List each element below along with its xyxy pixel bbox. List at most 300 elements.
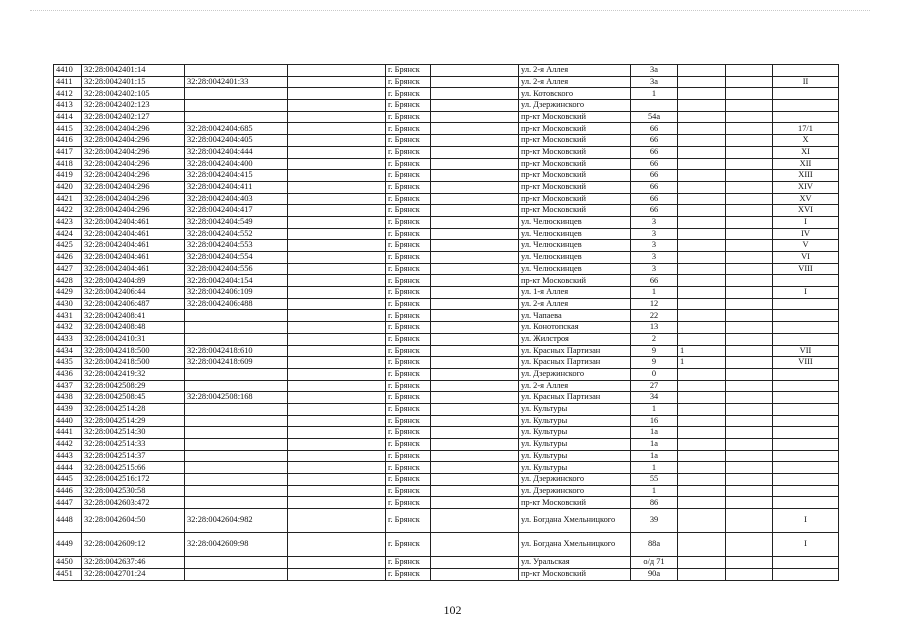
extra-cell [726,462,773,474]
table-row [54,568,839,580]
row-number-cell: 4434 [54,345,82,357]
empty-cell [431,287,519,299]
street-cell: ул. Челюскинцев [519,252,631,264]
cadastral-number-cell: 32:28:0042515:66 [82,462,185,474]
table-row [54,439,839,451]
empty-cell [431,392,519,404]
house-number-cell: 66 [631,158,678,170]
empty-cell [431,474,519,486]
premises-cadastral-number-cell [185,322,288,334]
table-row [54,509,839,533]
building-cell [678,485,726,497]
empty-cell [288,111,386,123]
house-number-cell: 13 [631,322,678,334]
table-row [54,135,839,147]
building-cell [678,76,726,88]
row-number-cell: 4417 [54,146,82,158]
city-cell: г. Брянск [386,146,431,158]
extra-cell [726,427,773,439]
extra-cell [726,392,773,404]
extra-cell [726,65,773,77]
table-row [54,100,839,112]
empty-cell [431,427,519,439]
row-number-cell: 4440 [54,415,82,427]
city-cell: г. Брянск [386,205,431,217]
city-cell: г. Брянск [386,427,431,439]
street-cell: ул. Культуры [519,403,631,415]
extra-cell [726,485,773,497]
empty-cell [431,485,519,497]
building-cell [678,193,726,205]
table-row [54,240,839,252]
extra-cell [726,135,773,147]
city-cell: г. Брянск [386,76,431,88]
premises-cadastral-number-cell [185,439,288,451]
house-number-cell: 22 [631,310,678,322]
row-number-cell: 4443 [54,450,82,462]
cadastral-number-cell: 32:28:0042401:14 [82,65,185,77]
premises-cadastral-number-cell: 32:28:0042404:685 [185,123,288,135]
city-cell: г. Брянск [386,322,431,334]
city-cell: г. Брянск [386,298,431,310]
empty-cell [431,462,519,474]
extra-cell [726,158,773,170]
empty-cell [288,65,386,77]
city-cell: г. Брянск [386,170,431,182]
extra-cell [726,380,773,392]
house-number-cell: 3a [631,65,678,77]
city-cell: г. Брянск [386,216,431,228]
extra-cell [726,193,773,205]
extra-cell [726,345,773,357]
building-cell [678,263,726,275]
row-number-cell: 4431 [54,310,82,322]
row-number-cell: 4432 [54,322,82,334]
table-row [54,333,839,345]
street-cell: ул. Челюскинцев [519,240,631,252]
house-number-cell: 66 [631,181,678,193]
table-row [54,158,839,170]
street-cell: пр-кт Московский [519,135,631,147]
cadastral-number-cell: 32:28:0042404:461 [82,228,185,240]
table-row [54,533,839,557]
row-number-cell: 4422 [54,205,82,217]
premises-cadastral-number-cell: 32:28:0042404:417 [185,205,288,217]
table-row [54,181,839,193]
house-number-cell: 3 [631,228,678,240]
table-row [54,123,839,135]
cadastral-number-cell: 32:28:0042604:50 [82,509,185,533]
empty-cell [431,158,519,170]
empty-cell [431,368,519,380]
extra-cell [726,322,773,334]
empty-cell [288,275,386,287]
street-cell: ул. Богдана Хмельницкого [519,533,631,557]
premises-cadastral-number-cell: 32:28:0042404:400 [185,158,288,170]
empty-cell [431,333,519,345]
empty-cell [288,170,386,182]
empty-cell [288,310,386,322]
premises-cadastral-number-cell: 32:28:0042404:415 [185,170,288,182]
house-number-cell: 3 [631,216,678,228]
extra-cell [726,228,773,240]
empty-cell [288,415,386,427]
premises-label-cell: VIII [773,263,839,275]
building-cell [678,123,726,135]
building-cell [678,298,726,310]
premises-cadastral-number-cell: 32:28:0042404:154 [185,275,288,287]
building-cell [678,474,726,486]
row-number-cell: 4446 [54,485,82,497]
table-row [54,462,839,474]
row-number-cell: 4426 [54,252,82,264]
street-cell: ул. Дзержинского [519,368,631,380]
empty-cell [288,357,386,369]
empty-cell [288,228,386,240]
premises-label-cell [773,474,839,486]
table-row [54,485,839,497]
cadastral-number-cell: 32:28:0042637:46 [82,557,185,569]
house-number-cell: 86 [631,497,678,509]
row-number-cell: 4436 [54,368,82,380]
cadastral-number-cell: 32:28:0042508:45 [82,392,185,404]
house-number-cell: 1 [631,485,678,497]
registry-table [53,64,839,581]
premises-label-cell: 17/1 [773,123,839,135]
street-cell: ул. Дзержинского [519,485,631,497]
building-cell [678,158,726,170]
premises-label-cell [773,333,839,345]
premises-label-cell: I [773,533,839,557]
cadastral-number-cell: 32:28:0042404:461 [82,263,185,275]
building-cell: 1 [678,345,726,357]
empty-cell [431,216,519,228]
premises-cadastral-number-cell: 32:28:0042609:98 [185,533,288,557]
premises-cadastral-number-cell [185,427,288,439]
house-number-cell: 1 [631,88,678,100]
empty-cell [288,76,386,88]
house-number-cell: 2 [631,333,678,345]
premises-label-cell [773,111,839,123]
row-number-cell: 4445 [54,474,82,486]
empty-cell [431,298,519,310]
street-cell: ул. Дзержинского [519,100,631,112]
empty-cell [288,287,386,299]
empty-cell [288,427,386,439]
premises-label-cell [773,403,839,415]
cadastral-number-cell: 32:28:0042603:472 [82,497,185,509]
empty-cell [288,240,386,252]
city-cell: г. Брянск [386,65,431,77]
cadastral-number-cell: 32:28:0042418:500 [82,357,185,369]
street-cell: пр-кт Московский [519,170,631,182]
house-number-cell: 66 [631,146,678,158]
row-number-cell: 4438 [54,392,82,404]
cadastral-number-cell: 32:28:0042530:58 [82,485,185,497]
house-number-cell: 39 [631,509,678,533]
building-cell [678,403,726,415]
premises-cadastral-number-cell [185,100,288,112]
extra-cell [726,310,773,322]
building-cell [678,252,726,264]
premises-cadastral-number-cell: 32:28:0042404:554 [185,252,288,264]
cadastral-number-cell: 32:28:0042404:296 [82,205,185,217]
building-cell [678,275,726,287]
premises-cadastral-number-cell [185,485,288,497]
empty-cell [288,533,386,557]
empty-cell [431,263,519,275]
premises-cadastral-number-cell: 32:28:0042404:403 [185,193,288,205]
empty-cell [288,135,386,147]
building-cell [678,322,726,334]
extra-cell [726,568,773,580]
table-row [54,193,839,205]
extra-cell [726,146,773,158]
city-cell: г. Брянск [386,240,431,252]
premises-cadastral-number-cell: 32:28:0042418:609 [185,357,288,369]
empty-cell [288,450,386,462]
table-row [54,345,839,357]
building-cell [678,287,726,299]
city-cell: г. Брянск [386,193,431,205]
extra-cell [726,333,773,345]
row-number-cell: 4416 [54,135,82,147]
extra-cell [726,533,773,557]
empty-cell [288,557,386,569]
premises-label-cell [773,497,839,509]
table-row [54,76,839,88]
extra-cell [726,205,773,217]
table-row [54,497,839,509]
premises-cadastral-number-cell: 32:28:0042404:556 [185,263,288,275]
table-row [54,170,839,182]
row-number-cell: 4428 [54,275,82,287]
table-row [54,357,839,369]
empty-cell [431,240,519,252]
cadastral-number-cell: 32:28:0042404:296 [82,193,185,205]
row-number-cell: 4423 [54,216,82,228]
row-number-cell: 4411 [54,76,82,88]
empty-cell [431,533,519,557]
table-row [54,65,839,77]
premises-cadastral-number-cell [185,450,288,462]
city-cell: г. Брянск [386,533,431,557]
street-cell: пр-кт Московский [519,568,631,580]
table-row [54,252,839,264]
row-number-cell: 4418 [54,158,82,170]
row-number-cell: 4435 [54,357,82,369]
house-number-cell: 1 [631,287,678,299]
table-row [54,298,839,310]
empty-cell [431,100,519,112]
building-cell [678,380,726,392]
city-cell: г. Брянск [386,392,431,404]
table-row [54,557,839,569]
premises-cadastral-number-cell [185,568,288,580]
city-cell: г. Брянск [386,263,431,275]
table-row [54,263,839,275]
empty-cell [288,380,386,392]
empty-cell [431,65,519,77]
street-cell: ул. Культуры [519,450,631,462]
empty-cell [288,193,386,205]
table-body [54,65,839,581]
premises-cadastral-number-cell [185,333,288,345]
house-number-cell: 3a [631,76,678,88]
premises-label-cell [773,368,839,380]
city-cell: г. Брянск [386,568,431,580]
empty-cell [431,557,519,569]
house-number-cell: 1a [631,427,678,439]
row-number-cell: 4447 [54,497,82,509]
extra-cell [726,474,773,486]
extra-cell [726,88,773,100]
empty-cell [431,135,519,147]
street-cell: ул. Культуры [519,462,631,474]
city-cell: г. Брянск [386,100,431,112]
row-number-cell: 4415 [54,123,82,135]
building-cell [678,216,726,228]
premises-cadastral-number-cell: 32:28:0042404:553 [185,240,288,252]
row-number-cell: 4420 [54,181,82,193]
row-number-cell: 4429 [54,287,82,299]
empty-cell [288,485,386,497]
house-number-cell: 1a [631,450,678,462]
empty-cell [431,275,519,287]
premises-label-cell: VI [773,252,839,264]
premises-cadastral-number-cell: 32:28:0042404:405 [185,135,288,147]
premises-label-cell [773,415,839,427]
empty-cell [431,380,519,392]
empty-cell [288,462,386,474]
premises-cadastral-number-cell [185,310,288,322]
street-cell: пр-кт Московский [519,181,631,193]
cadastral-number-cell: 32:28:0042404:296 [82,158,185,170]
extra-cell [726,263,773,275]
premises-cadastral-number-cell: 32:28:0042406:488 [185,298,288,310]
street-cell: пр-кт Московский [519,146,631,158]
row-number-cell: 4433 [54,333,82,345]
house-number-cell: 1 [631,462,678,474]
extra-cell [726,123,773,135]
city-cell: г. Брянск [386,88,431,100]
empty-cell [288,368,386,380]
empty-cell [288,252,386,264]
building-cell [678,310,726,322]
empty-cell [288,474,386,486]
house-number-cell [631,100,678,112]
extra-cell [726,497,773,509]
street-cell: ул. Челюскинцев [519,263,631,275]
city-cell: г. Брянск [386,485,431,497]
city-cell: г. Брянск [386,462,431,474]
building-cell [678,415,726,427]
empty-cell [288,439,386,451]
city-cell: г. Брянск [386,228,431,240]
premises-cadastral-number-cell: 32:28:0042404:549 [185,216,288,228]
empty-cell [431,170,519,182]
row-number-cell: 4444 [54,462,82,474]
empty-cell [288,568,386,580]
cadastral-number-cell: 32:28:0042609:12 [82,533,185,557]
cadastral-number-cell: 32:28:0042406:44 [82,287,185,299]
premises-cadastral-number-cell [185,474,288,486]
street-cell: ул. 2-я Аллея [519,380,631,392]
street-cell: ул. Уральская [519,557,631,569]
street-cell: пр-кт Московский [519,205,631,217]
building-cell [678,497,726,509]
building-cell [678,462,726,474]
cadastral-number-cell: 32:28:0042404:89 [82,275,185,287]
premises-cadastral-number-cell: 32:28:0042404:411 [185,181,288,193]
page-number: 102 [443,603,462,617]
row-number-cell: 4427 [54,263,82,275]
house-number-cell: 66 [631,170,678,182]
house-number-cell: 66 [631,135,678,147]
empty-cell [431,76,519,88]
house-number-cell: 54a [631,111,678,123]
building-cell [678,450,726,462]
city-cell: г. Брянск [386,345,431,357]
extra-cell [726,403,773,415]
premises-label-cell: XI [773,146,839,158]
premises-label-cell: XV [773,193,839,205]
building-cell [678,568,726,580]
table-row [54,146,839,158]
city-cell: г. Брянск [386,275,431,287]
empty-cell [288,205,386,217]
table-row [54,450,839,462]
street-cell: ул. Культуры [519,427,631,439]
city-cell: г. Брянск [386,135,431,147]
cadastral-number-cell: 32:28:0042419:32 [82,368,185,380]
building-cell: 1 [678,357,726,369]
empty-cell [288,158,386,170]
city-cell: г. Брянск [386,158,431,170]
row-number-cell: 4439 [54,403,82,415]
empty-cell [288,497,386,509]
premises-label-cell: VIII [773,357,839,369]
premises-label-cell: IV [773,228,839,240]
city-cell: г. Брянск [386,557,431,569]
extra-cell [726,181,773,193]
premises-cadastral-number-cell [185,111,288,123]
cadastral-number-cell: 32:28:0042408:48 [82,322,185,334]
row-number-cell: 4410 [54,65,82,77]
table-row [54,392,839,404]
building-cell [678,65,726,77]
scan-artifact-line [30,10,870,11]
building-cell [678,111,726,123]
street-cell: пр-кт Московский [519,158,631,170]
row-number-cell: 4421 [54,193,82,205]
cadastral-number-cell: 32:28:0042410:31 [82,333,185,345]
house-number-cell: 3 [631,240,678,252]
empty-cell [431,193,519,205]
city-cell: г. Брянск [386,287,431,299]
premises-label-cell [773,310,839,322]
row-number-cell: 4450 [54,557,82,569]
empty-cell [288,333,386,345]
empty-cell [288,146,386,158]
empty-cell [288,392,386,404]
premises-label-cell [773,568,839,580]
house-number-cell: 90a [631,568,678,580]
empty-cell [431,123,519,135]
row-number-cell: 4412 [54,88,82,100]
city-cell: г. Брянск [386,380,431,392]
house-number-cell: 55 [631,474,678,486]
